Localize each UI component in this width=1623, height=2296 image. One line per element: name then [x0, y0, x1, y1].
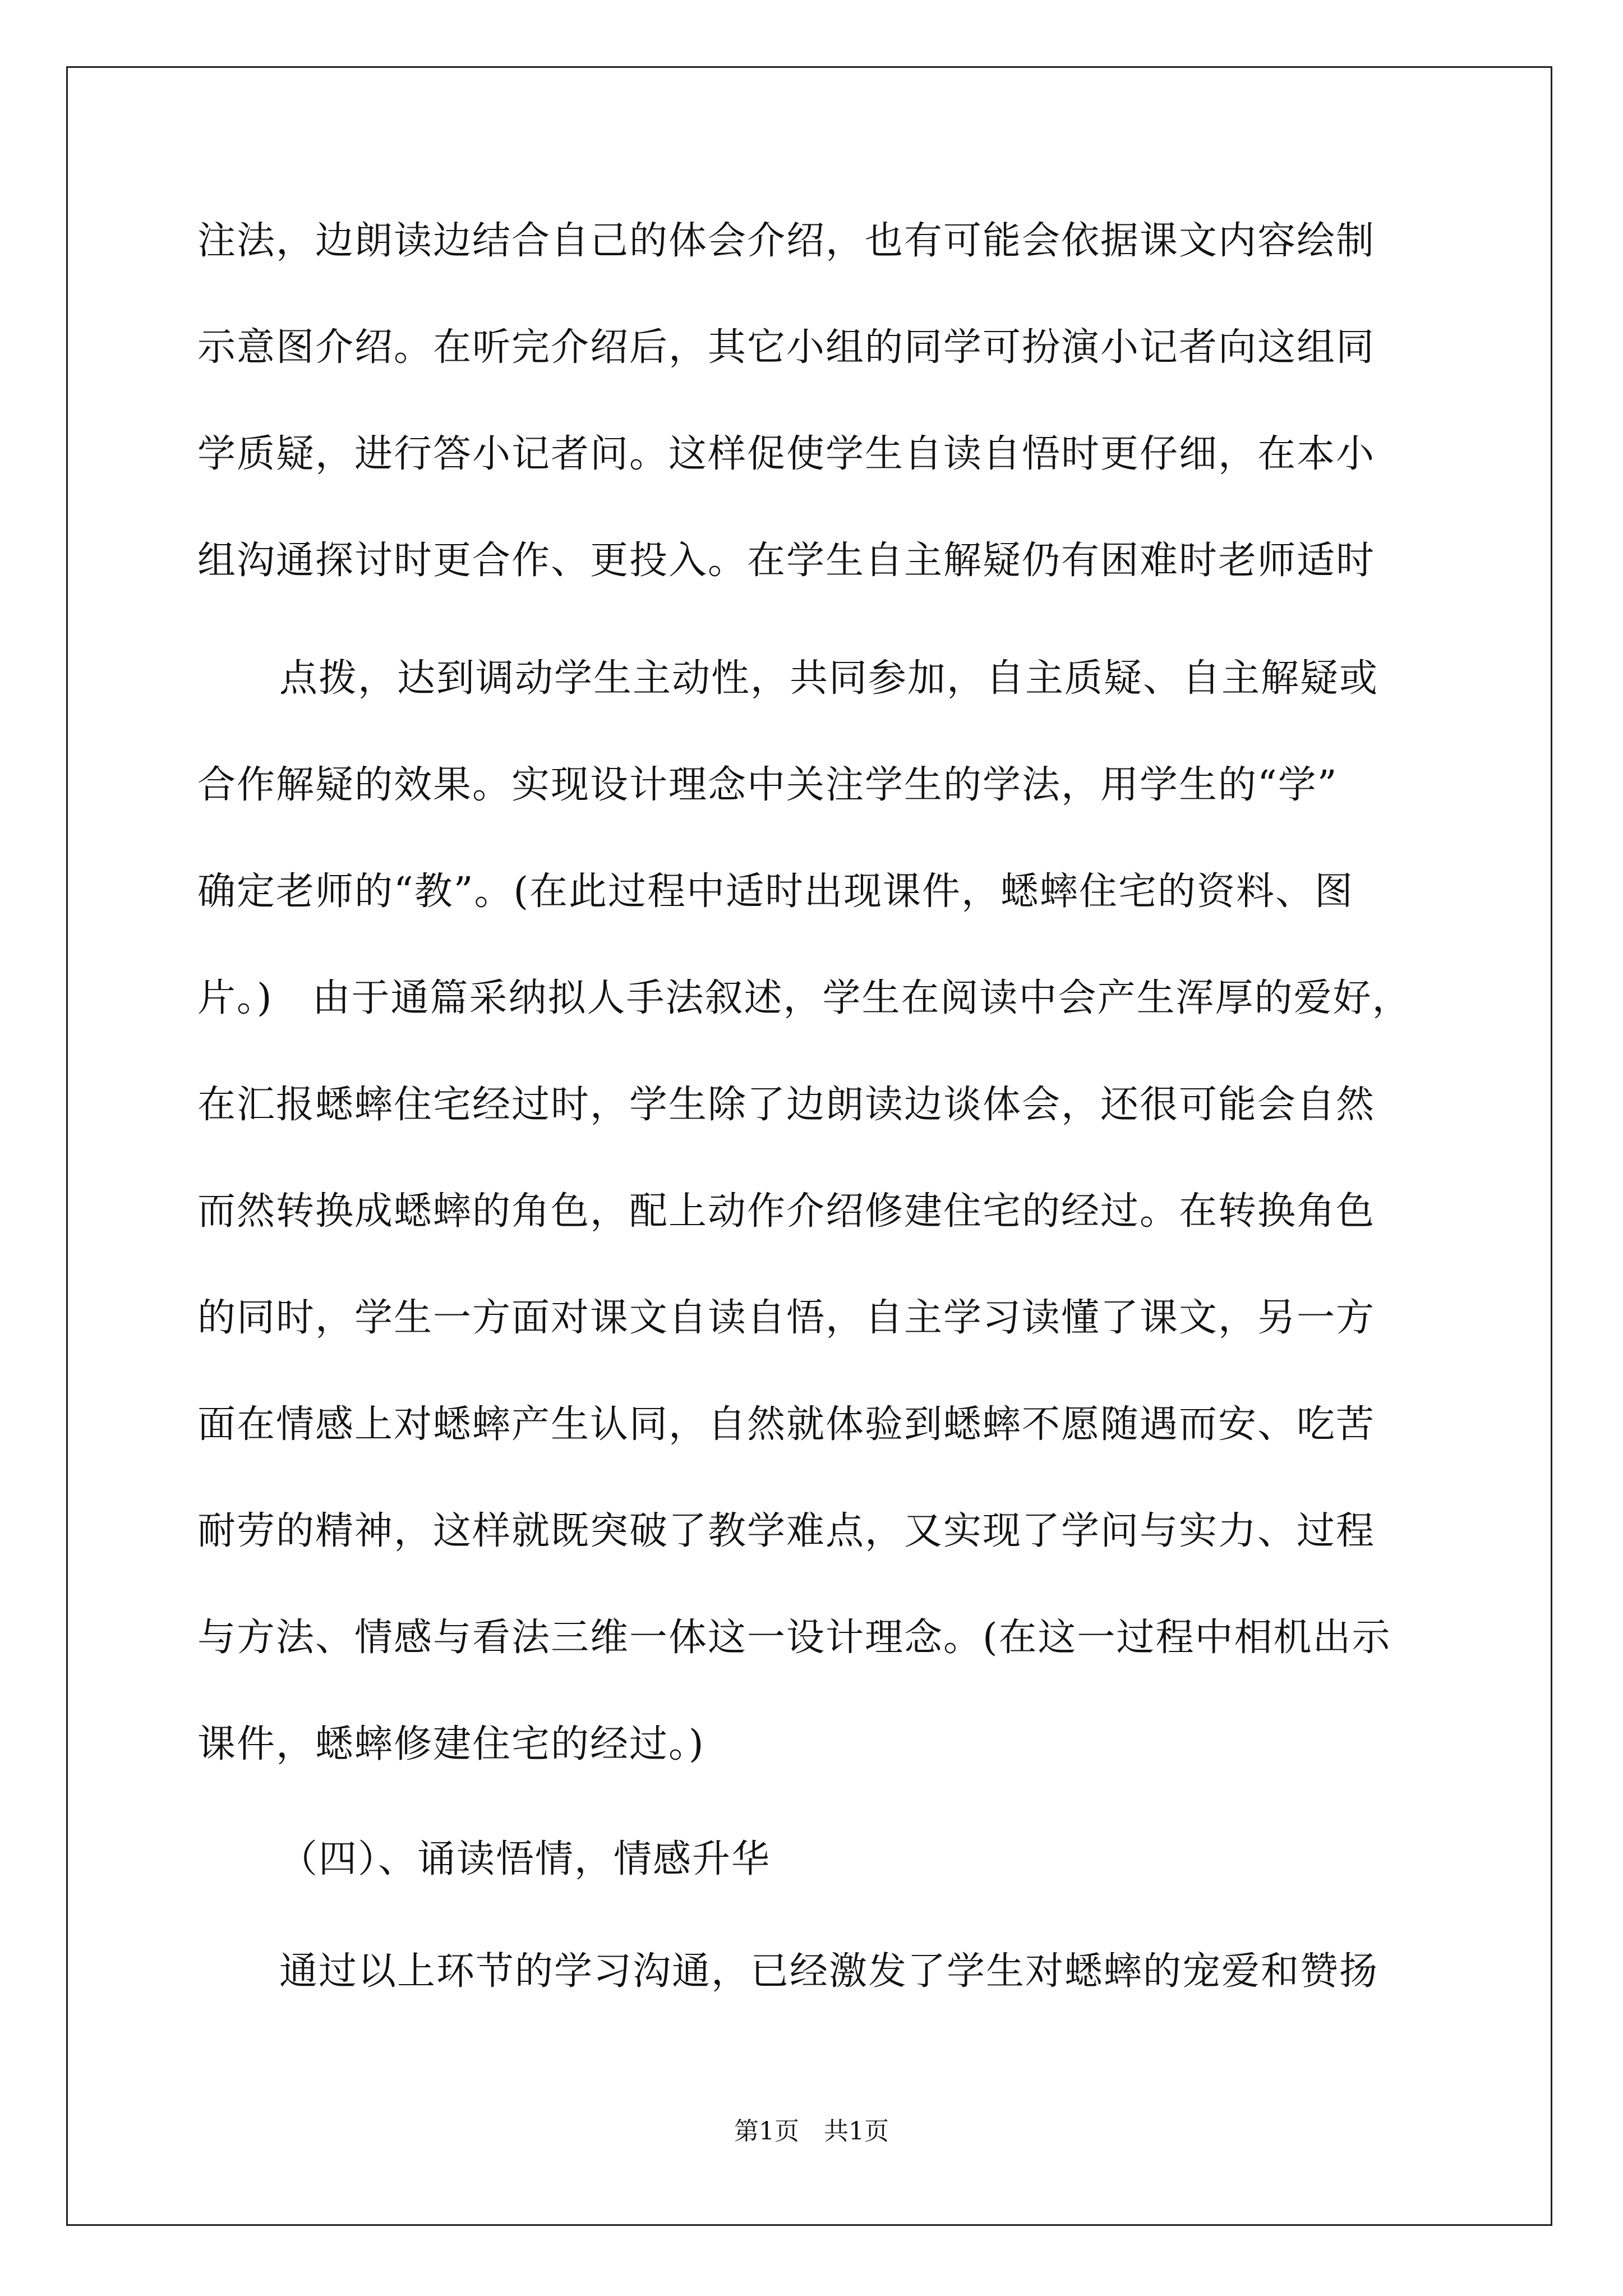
text-line: 而然转换成蟋蟀的角色，配上动作介绍修建住宅的经过。在转换角色: [197, 1189, 1376, 1234]
text-line: 注法，边朗读边结合自己的体会介绍，也有可能会依据课文内容绘制: [197, 219, 1376, 263]
text-line: 点拨，达到调动学生主动性，共同参加，自主质疑、自主解疑或: [279, 656, 1379, 701]
section-heading: （四）、诵读悟情，情感升华: [279, 1837, 771, 1881]
text-line: 确定老师的“教”。(在此过程中适时出现课件，蟋蟀住宅的资料、图: [197, 869, 1354, 914]
text-line: 耐劳的精神，这样就既突破了教学难点，又实现了学问与实力、过程: [197, 1509, 1376, 1553]
text-line: 示意图介绍。在听完介绍后，其它小组的同学可扮演小记者向这组同: [197, 325, 1376, 370]
text-line: 通过以上环节的学习沟通，已经激发了学生对蟋蟀的宠爱和赞扬: [279, 1949, 1379, 1994]
text-line: 合作解疑的效果。实现设计理念中关注学生的学法，用学生的“学”: [197, 763, 1338, 807]
text-line: 的同时，学生一方面对课文自读自悟，自主学习读懂了课文，另一方: [197, 1296, 1376, 1340]
text-line: 在汇报蟋蟀住宅经过时，学生除了边朗读边谈体会，还很可能会自然: [197, 1083, 1376, 1127]
text-line: 学质疑，进行答小记者问。这样促使学生自读自悟时更仔细，在本小: [197, 432, 1376, 476]
text-line: 组沟通探讨时更合作、更投入。在学生自主解疑仍有困难时老师适时: [197, 539, 1376, 583]
text-line: 面在情感上对蟋蟀产生认同，自然就体验到蟋蟀不愿随遇而安、吃苦: [197, 1402, 1376, 1447]
text-line: 与方法、情感与看法三维一体这一设计理念。(在这一过程中相机出示: [197, 1616, 1391, 1660]
page-footer: 第1页 共1页: [734, 2117, 889, 2146]
page-border: [66, 66, 1552, 2226]
text-line: 课件，蟋蟀修建住宅的经过。): [197, 1722, 705, 1766]
text-line: 片。) 由于通篇采纳拟人手法叙述，学生在阅读中会产生浑厚的爱好，: [197, 976, 1412, 1020]
